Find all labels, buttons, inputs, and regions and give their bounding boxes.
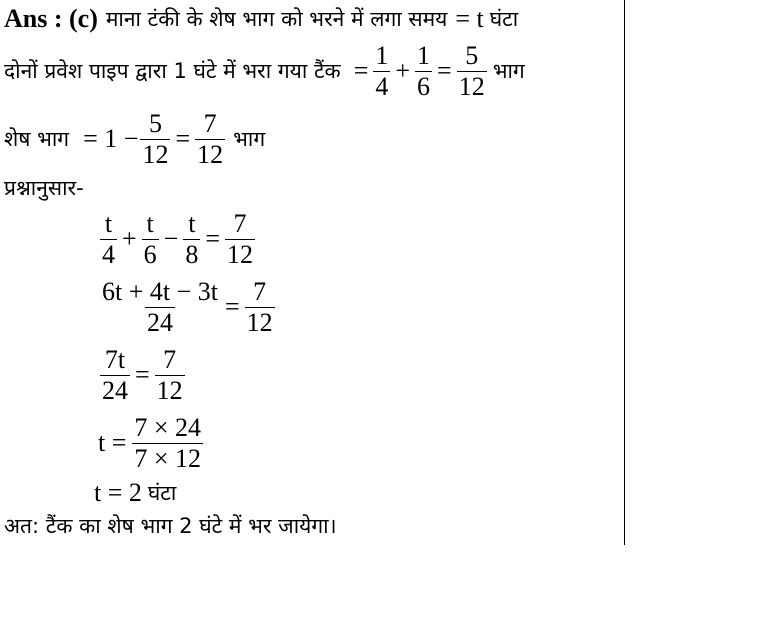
equals-sign: = (437, 56, 452, 85)
denominator: 24 (147, 307, 173, 337)
numerator: t (188, 208, 196, 238)
denominator: 24 (102, 375, 128, 405)
step2-unit: भाग (233, 127, 266, 151)
equation-2 (98, 274, 277, 340)
equation-5 (94, 478, 176, 508)
equation-5-text: t = 2 (94, 478, 142, 507)
denominator: 8 (185, 239, 199, 269)
step1-text: दोनों प्रवेश पाइप द्वारा 1 घंटे में भरा गया टैंक (4, 59, 341, 83)
answer-unit: घंटा (489, 7, 519, 31)
fraction-t-over-8 (183, 209, 200, 270)
plus-sign: + (395, 56, 411, 85)
equation-3 (98, 342, 187, 408)
fraction-product (132, 413, 203, 474)
fraction-t-over-4 (100, 209, 117, 270)
fraction-seven-twelfths (195, 109, 225, 170)
step2-line (4, 106, 265, 172)
denominator: 12 (458, 71, 485, 101)
denominator: 12 (227, 239, 254, 269)
denominator: 4 (375, 71, 389, 101)
equals-sign: = (175, 124, 191, 153)
fraction-one-quarter (373, 41, 390, 102)
numerator: 5 (465, 40, 479, 70)
plus-sign: + (122, 224, 137, 253)
answer-text: माना टंकी के शेष भाग को भरने में लगा समय (105, 7, 448, 31)
numerator: 7 (203, 108, 217, 138)
section-heading: प्रश्नानुसार- (4, 176, 84, 200)
equation-4 (98, 410, 205, 476)
numerator: 7 (163, 344, 177, 374)
equals-sign: = (225, 292, 240, 321)
fraction-t-over-6 (142, 209, 159, 270)
equals-sign: = (135, 360, 150, 389)
numerator: t (146, 208, 154, 238)
answer-equals: = t (455, 4, 484, 33)
right-border-line (624, 0, 625, 545)
numerator: 5 (148, 108, 162, 138)
denominator: 12 (156, 375, 183, 405)
equation-4-prefix: t = (98, 428, 127, 457)
answer-line (4, 4, 518, 34)
denominator: 6 (417, 71, 431, 101)
fraction-seven-twelfths (225, 209, 255, 270)
fraction-7t-over-24 (100, 345, 130, 406)
denominator: 12 (246, 307, 273, 337)
numerator: 1 (375, 40, 389, 70)
numerator: 6t + 4t − 3t (102, 276, 218, 306)
conclusion-text: अत: टैंक का शेष भाग 2 घंटे में भर जायेगा। (4, 514, 337, 538)
equals-sign: = (353, 56, 369, 85)
minus-sign: − (163, 224, 179, 253)
numerator: 1 (417, 40, 431, 70)
equation-5-unit: घंटा (147, 481, 177, 505)
denominator: 4 (102, 239, 115, 269)
step2-prefix: = 1 − (83, 124, 139, 153)
numerator: 7 (233, 208, 247, 238)
denominator: 6 (143, 239, 157, 269)
denominator: 12 (197, 139, 224, 169)
fraction-five-twelfths (140, 109, 170, 170)
denominator: 7 × 12 (134, 443, 202, 473)
step2-label: शेष भाग (4, 127, 70, 151)
step1-line (4, 38, 525, 104)
fraction-five-twelfths (457, 41, 487, 102)
step1-unit: भाग (492, 59, 525, 83)
numerator: 7t (104, 344, 126, 374)
fraction-seven-twelfths (245, 277, 275, 338)
answer-label: Ans : (c) (4, 4, 98, 33)
numerator: 7 (253, 276, 267, 306)
denominator: 12 (142, 139, 169, 169)
fraction-seven-twelfths (155, 345, 185, 406)
equals-sign: = (205, 224, 221, 253)
equation-1 (98, 206, 257, 272)
numerator: t (104, 208, 113, 238)
numerator: 7 × 24 (134, 412, 202, 442)
fraction-combined-terms (100, 277, 220, 338)
fraction-one-sixth (415, 41, 432, 102)
